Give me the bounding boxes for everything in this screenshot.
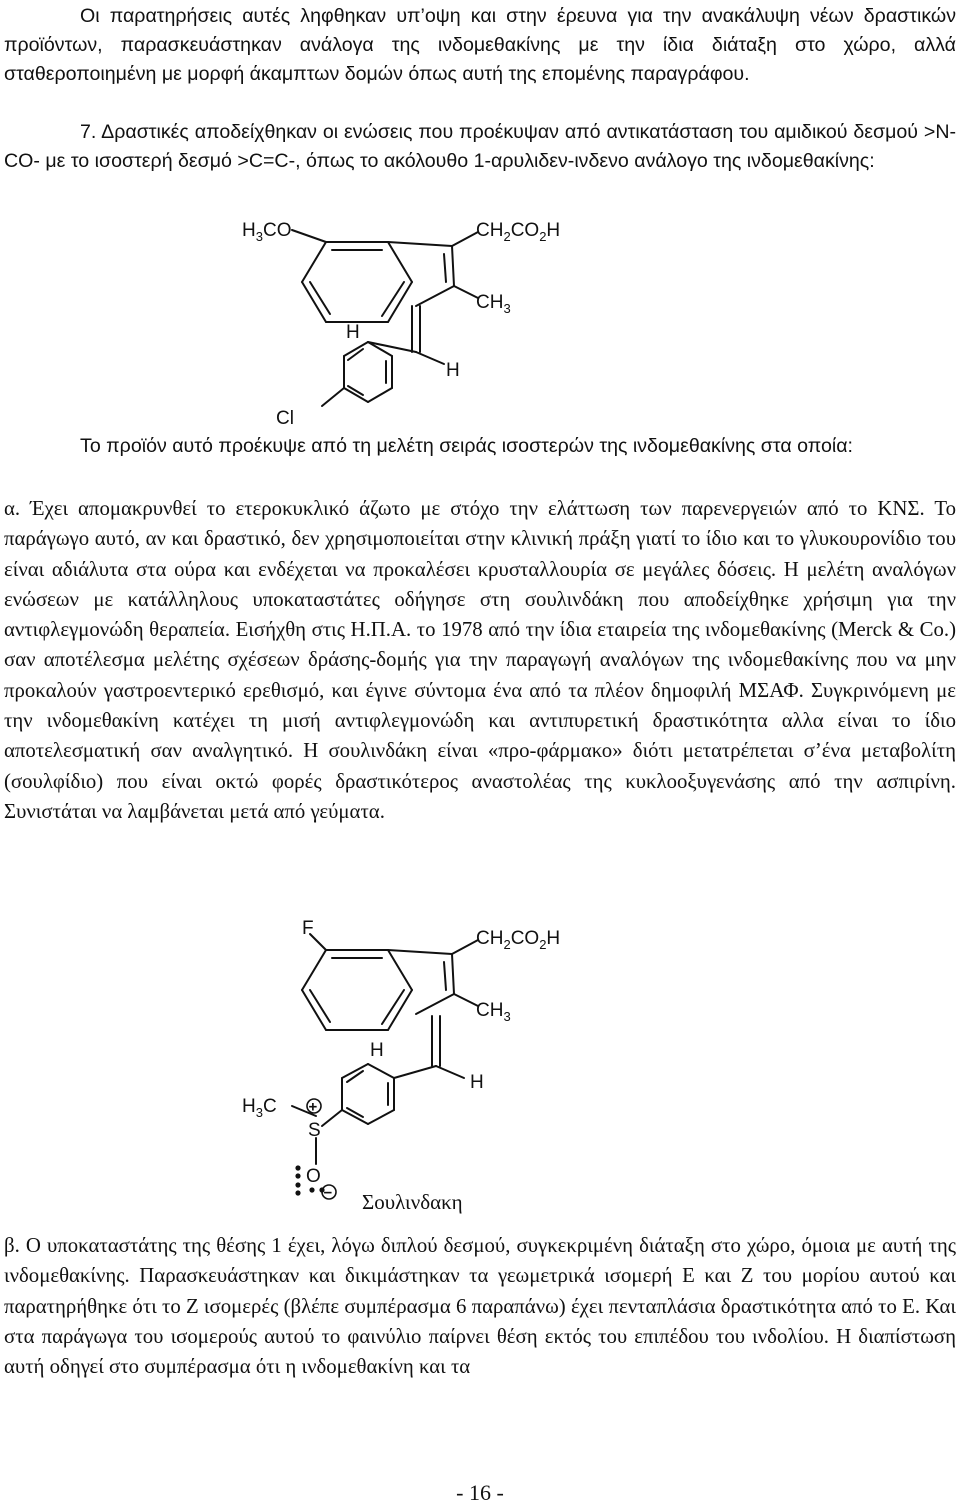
label-minus: − [323,1184,333,1202]
label-plus: + [308,1098,318,1116]
label-sulfur: S [308,1120,321,1141]
label-vinyl-hydrogen: H [446,360,460,381]
label-methyl: $CH_3$ [476,292,511,316]
label-ring-hydrogen: H [370,1040,384,1061]
structure-arylidene-indene [230,210,600,430]
page-number: - 16 - [456,1480,504,1505]
label-acetic-acid: $CH_2CO_2H$ [476,220,561,244]
label-chlorine: Cl [276,408,294,429]
paragraph-point-a: α. Έχει απομακρυνθεί το ετεροκυκλικό άζωτο με στόχο την ελάττωση των παρενεργειών από το ΚΝΣ. Το παράγωγο αυτό, αν και δραστικό, δεν χρησιμοποιείται στην κλινική πράξη γιατί το ίδιο και το γλυκουρονίδιο του είναι αδιάλυτα στα ούρα και ενδέχεται να προκαλέσει κρυσταλλουρία σε μεγάλες δόσεις. Η μελέτη αναλόγων ενώσεων με κατάλληλους υποκαταστάτες οδήγησε στη σουλινδάκη που αποδείχθηκε χρήσιμη για την αντιφλεγμονώδη θεραπεία. Εισήχθη στις Η.Π.Α. το 1978 από την ίδια εταιρεία της ινδομεθακίνης (Merck & Co.) σαν αποτέλεσμα μελέτης σχέσεων δράσης-δομής για την παραγωγή αναλόγων της ινδομεθακίνης που να μην προκαλούν γαστροεντερικό ερεθισμό, και έγινε σύντομα ένα από τα πλέον δημοφιλή ΜΣΑΦ. Συγκρινόμενη με την ινδομεθακίνη κατέχει τη μισή αντιφλεγμονώδη και αντιπυρετική δραστικότητα αλλα είναι το ίδιο αποτελεσματική σαν αναλγητικό. Η σουλινδάκη είναι «προ-φάρμακο» διότι μετατρέπεται σ’ένα μεταβολίτη (σουλφίδιο) που είναι οκτώ φορές δραστικότερος αναστολέας της κυκλοοξυγενάσης από την ασπιρίνη. Συνιστάται να λαμβάνεται μετά από γεύματα. [4,497,956,823]
structure-caption-sulindac: Σουλινδακη [362,1190,463,1214]
label-ring-hydrogen: H [346,322,360,343]
paragraph-point-7: 7. Δραστικές αποδείχθηκαν οι ενώσεις που προέκυψαν από αντικατάσταση του αμιδικού δεσμού >N-CO- με το ισοστερή δεσμό >C=C-, όπως το ακόλουθο 1-αρυλιδεν-ινδενο ανάλογο της ινδομεθακίνης: [4,121,956,172]
structure-sulindac-drawing [230,920,600,1210]
label-methyl: $CH_3$ [476,1000,511,1024]
label-s-methyl: $H_3C$ [242,1096,277,1120]
paragraph-point-b: β. Ο υποκαταστάτης της θέσης 1 έχει, λόγω διπλού δεσμού, συγκεκριμένη διάταξη στο χώρο, όμοια με αυτή της ινδομεθακίνης. Παρασκευάστηκαν και δικιμάστηκαν τα γεωμετρικά ισομερή Ε και Ζ του μορίου αυτού και παρατηρήθηκε ότι το Ζ ισομερές (βλέπε συμπέρασμα 6 παραπάνω) έχει πενταπλάσια δραστικότητα από το Ε. Και στα παράγωγα του ισομερούς αυτού το φαινύλιο παίρνει θέση εκτός του επιπέδου του ινδολίου. Η διαπίστωση αυτή οδηγεί στο συμπέρασμα ότι η ινδομεθακίνη και τα [4,1234,956,1379]
structure-arylidene-indene-drawing [230,210,600,430]
structure-sulindac [230,920,600,1210]
label-methoxy: $H_3CO$ [242,220,292,244]
paragraph-intro: Οι παρατηρήσεις αυτές ληφθηκαν υπ’οψη και στην έρευνα για την ανακάλυψη νέων δραστικών προϊόντων, παρασκευάστηκαν ανάλογα της ινδομεθακίνης με την ίδια διάταξη στο χώρο, αλλά σταθεροποιημένη με μορφή άκαμπτων δομών όπως αυτή της επομένης παραγράφου. [4,5,956,85]
label-acetic-acid: $CH_2CO_2H$ [476,928,561,952]
label-oxygen: O [306,1166,321,1187]
paragraph-isosteres: Το προϊόν αυτό προέκυψε από τη μελέτη σειράς ισοστερών της ινδομεθακίνης στα οποία: [80,435,853,457]
label-vinyl-hydrogen: H [470,1072,484,1093]
label-fluorine: F [302,918,314,939]
